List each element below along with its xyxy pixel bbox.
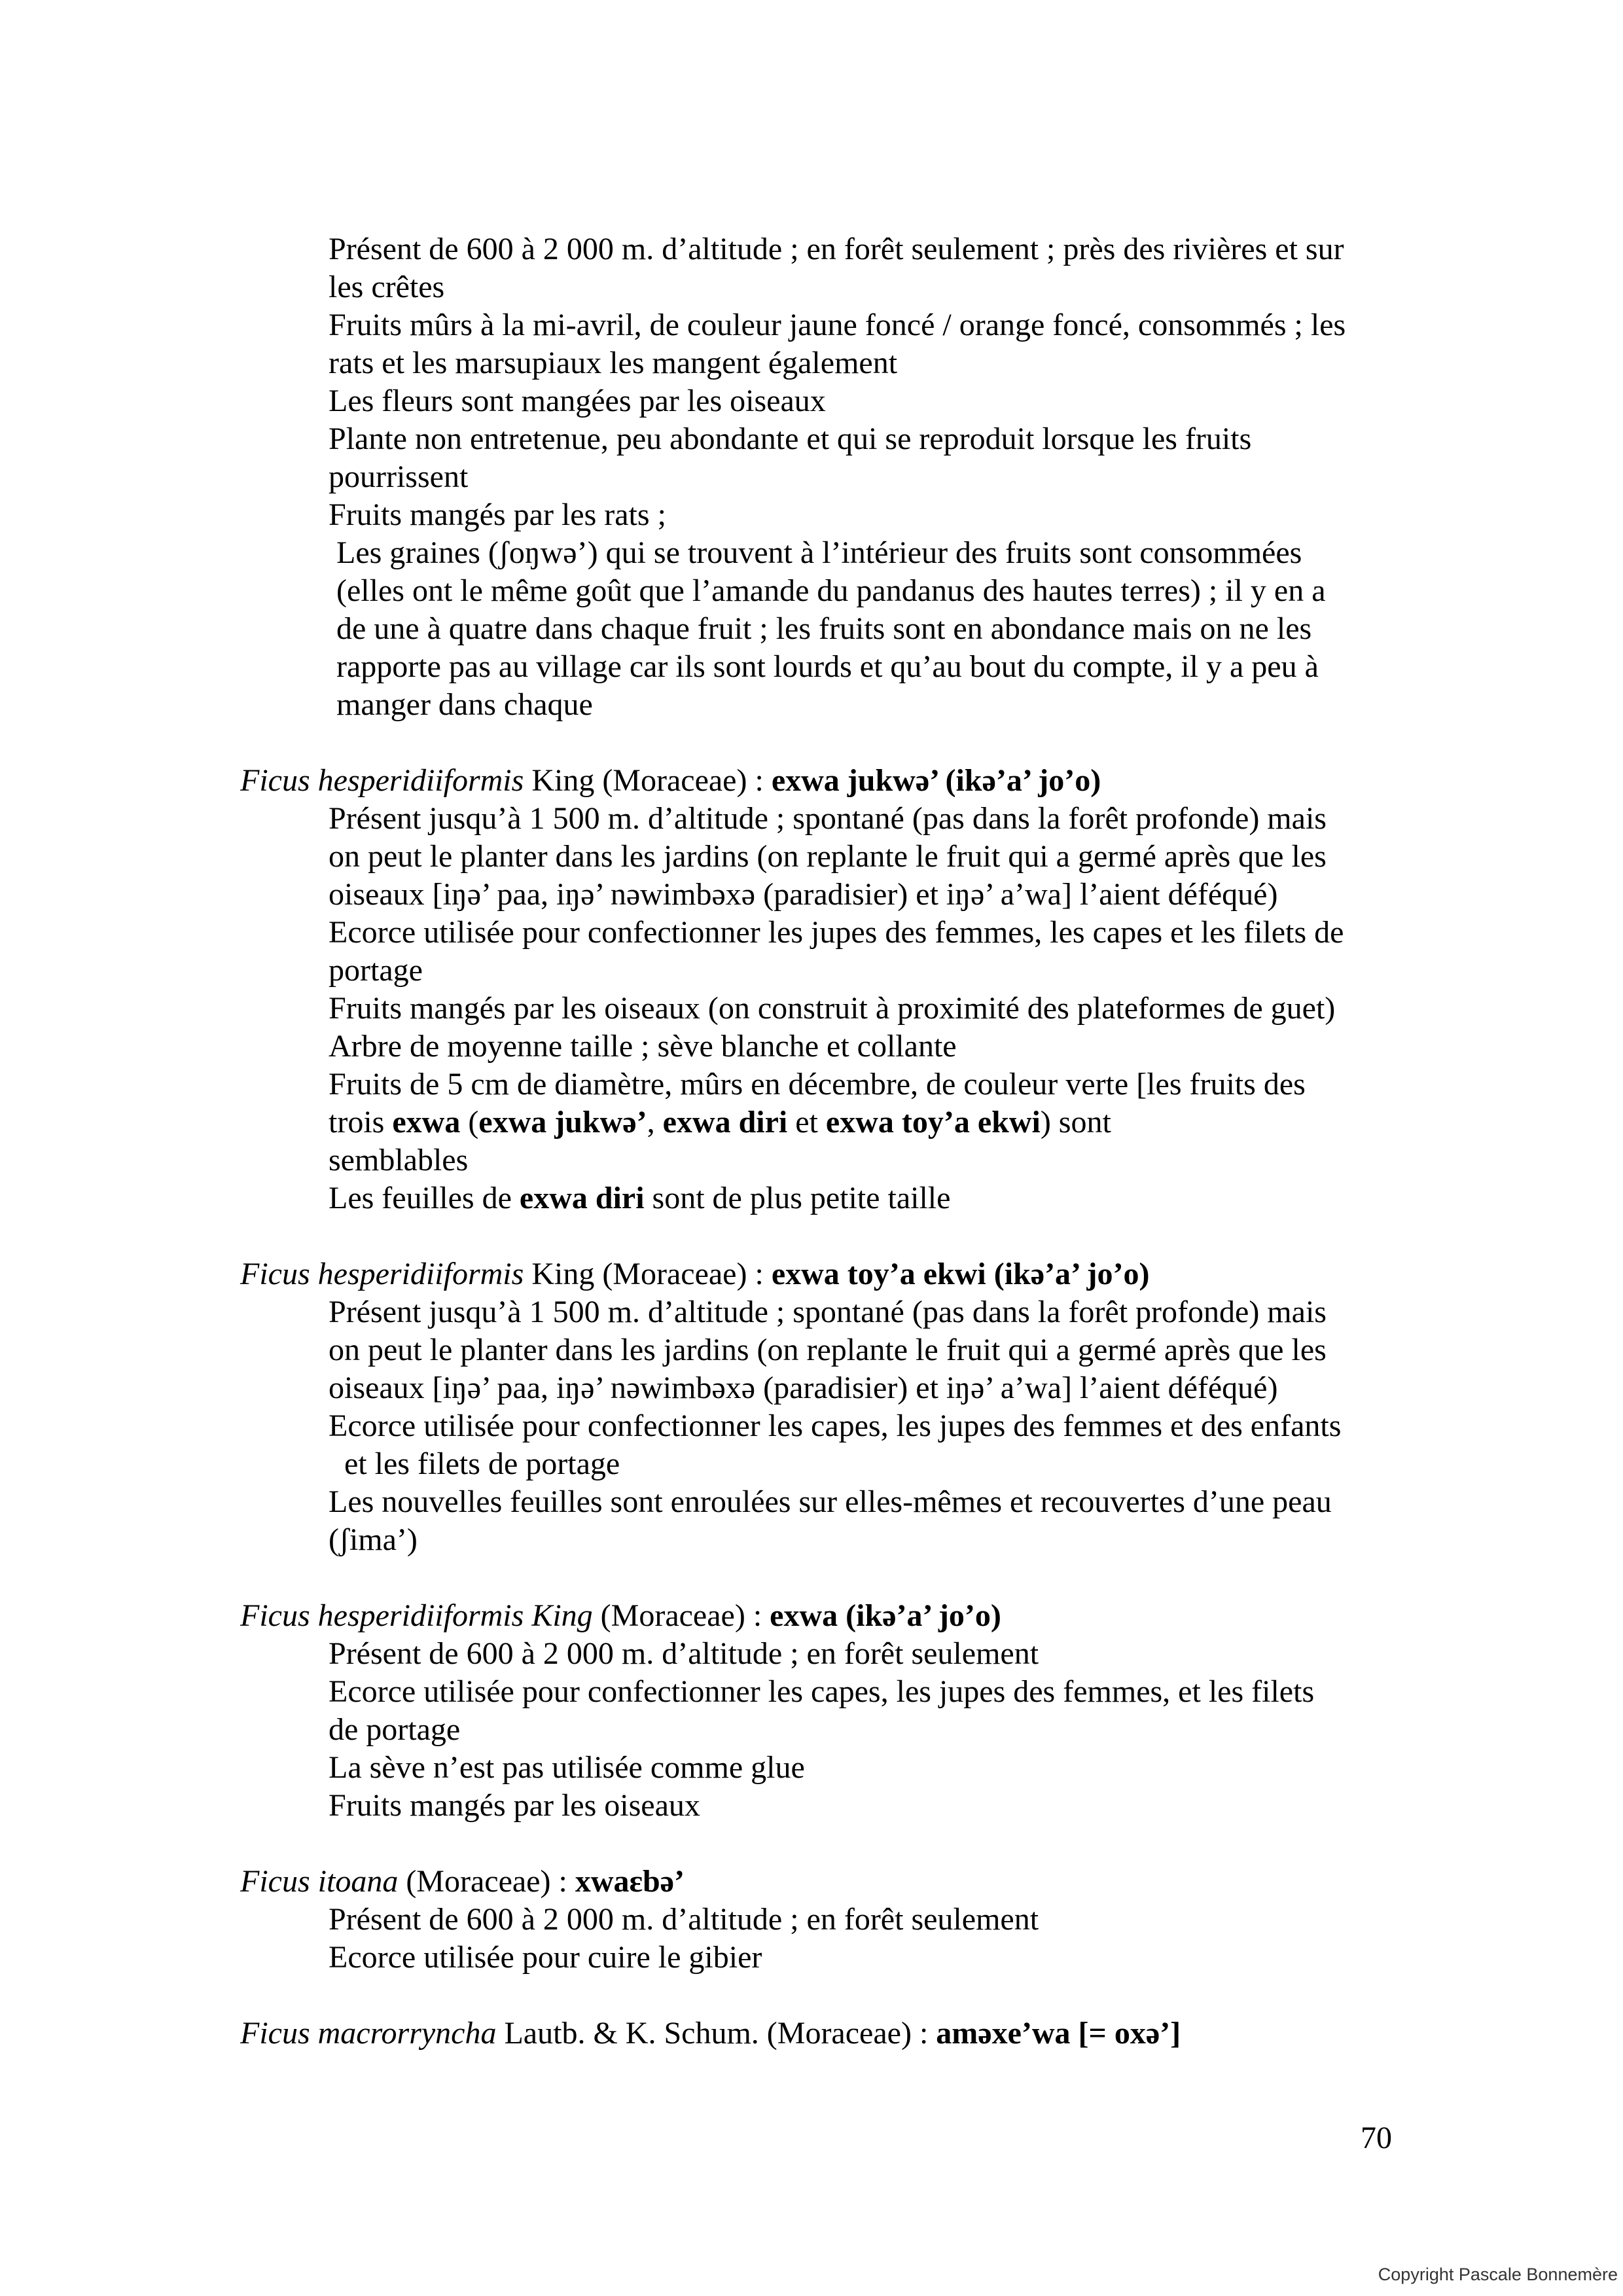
entry-line [329,990,1418,1028]
entry-line [329,1179,1418,1217]
entry-line [329,800,1418,838]
entry-heading [240,762,1418,800]
text-segment: exwa jukwə’ (ikə’a’ jo’o) [771,763,1101,798]
text-segment: semblables [329,1143,469,1177]
text-segment: King (Moraceae) : [524,1257,772,1291]
text-segment: trois [329,1105,393,1139]
entry-line [329,1787,1418,1825]
entry-line [329,230,1418,268]
entry-line [329,1407,1418,1445]
text-segment: Lautb. & K. Schum. (Moraceae) : [496,2016,936,2051]
text-segment: Ecorce utilisée pour confectionner les jupes des femmes, les capes et les filets de [329,915,1344,950]
text-segment: (elles ont le même goût que l’amande du pandanus des hautes terres) ; il y en a [329,573,1326,608]
text-segment: (Moraceae) : [398,1864,575,1899]
text-segment: Arbre de moyenne taille ; sève blanche et collante [329,1029,957,1064]
entry-line [329,1711,1418,1749]
text-segment: exwa jukwə’ [478,1105,647,1139]
text-segment: Fruits de 5 cm de diamètre, mûrs en décembre, de couleur verte [les fruits des [329,1067,1306,1102]
text-segment: Ecorce utilisée pour confectionner les capes, les jupes des femmes et des enfants [329,1408,1342,1443]
text-segment: Ficus hesperidiiformis [240,763,524,798]
text-segment: exwa toy’a ekwi [825,1105,1041,1139]
entry-line [329,306,1418,344]
text-segment: Ficus macrorryncha [240,2016,497,2051]
page-number: 70 [1361,2121,1392,2155]
entry-heading [240,1597,1418,1635]
entry-line [329,838,1418,876]
text-segment: rats et les marsupiaux les mangent également [329,346,898,380]
text-segment: Fruits mûrs à la mi-avril, de couleur jaune foncé / orange foncé, consommés ; les [329,308,1346,342]
text-segment: de une à quatre dans chaque fruit ; les fruits sont en abondance mais on ne les [329,611,1312,646]
text-segment: Fruits mangés par les oiseaux [329,1788,700,1823]
entry-line [329,1749,1418,1787]
text-segment: La sève n’est pas utilisée comme glue [329,1750,805,1785]
document-body [240,230,1418,2053]
entry-line [329,1445,1418,1483]
entry-line [329,572,1418,610]
entry-heading [240,1255,1418,1293]
text-segment: (ʃima’) [329,1522,418,1557]
text-segment: rapporte pas au village car ils sont lourds et qu’au bout du compte, il y a peu à [329,649,1319,684]
text-segment: Plante non entretenue, peu abondante et qui se reproduit lorsque les fruits [329,422,1252,456]
text-segment: Présent de 600 à 2 000 m. d’altitude ; en forêt seulement ; près des rivières et sur [329,232,1344,266]
entry-line [329,1293,1418,1331]
entry-block [240,2015,1418,2053]
text-segment: Les nouvelles feuilles sont enroulées sur elles-mêmes et recouvertes d’une peau [329,1484,1332,1519]
entry-heading [240,1863,1418,1901]
text-segment: exwa toy’a ekwi (ikə’a’ jo’o) [771,1257,1150,1291]
text-segment: on peut le planter dans les jardins (on replante le fruit qui a germé après que les [329,839,1327,874]
text-segment: Présent jusqu’à 1 500 m. d’altitude ; spontané (pas dans la forêt profonde) mais [329,1295,1327,1329]
text-segment: Fruits mangés par les oiseaux (on construit à proximité des plateformes de guet) [329,991,1336,1026]
text-segment: , [647,1105,663,1139]
entry-line [329,534,1418,572]
entry-line [329,1901,1418,1939]
text-segment: Ficus itoana [240,1864,399,1899]
text-segment: aməxe’wa [= oxə’] [936,2016,1181,2051]
text-segment: King (Moraceae) : [524,763,772,798]
text-segment: Les feuilles de [329,1181,520,1215]
text-segment: oiseaux [iŋə’ paa, iŋə’ nəwimbəxə (paradisier) et iŋə’ a’wa] l’aient déféqué) [329,1371,1278,1405]
entry-block [240,1863,1418,1977]
entry-line [329,1939,1418,1977]
entry-line [329,458,1418,496]
text-segment: (Moraceae) : [592,1598,770,1633]
text-segment: Ecorce utilisée pour cuire le gibier [329,1940,762,1975]
entry-line [329,876,1418,914]
entry-line [329,648,1418,686]
entry-line [329,344,1418,382]
entry-line [329,420,1418,458]
text-segment: sont de plus petite taille [644,1181,951,1215]
entry-line [329,610,1418,648]
text-segment: de portage [329,1712,461,1747]
text-segment: Ecorce utilisée pour confectionner les capes, les jupes des femmes, et les filets [329,1674,1315,1709]
copyright-notice: Copyright Pascale Bonnemère [1378,2265,1618,2284]
text-segment: exwa diri [662,1105,788,1139]
text-segment: exwa (ikə’a’ jo’o) [770,1598,1001,1633]
text-segment: Les fleurs sont mangées par les oiseaux [329,384,826,418]
text-segment: exwa [392,1105,461,1139]
entry-block [240,1255,1418,1559]
entry-line [329,1103,1418,1141]
entry-block [240,1597,1418,1825]
entry-block [240,230,1418,724]
entry-block [240,762,1418,1217]
text-segment: Ficus hesperidiiformis [240,1257,524,1291]
text-segment: et les filets de portage [329,1446,620,1481]
entry-line [329,1673,1418,1711]
entry-heading [240,2015,1418,2053]
entry-line [329,1141,1418,1179]
entry-line [329,496,1418,534]
text-segment: exwa diri [519,1181,645,1215]
text-segment: Ficus hesperidiiformis King [240,1598,593,1633]
text-segment: ) sont [1040,1105,1111,1139]
text-segment: manger dans chaque [329,687,593,722]
entry-line [329,382,1418,420]
entry-line [329,1369,1418,1407]
entry-line [329,686,1418,724]
text-segment: Présent de 600 à 2 000 m. d’altitude ; en forêt seulement [329,1902,1039,1937]
text-segment: pourrissent [329,459,469,494]
text-segment: Les graines (ʃoŋwə’) qui se trouvent à l’intérieur des fruits sont consommées [329,535,1302,570]
text-segment: Présent jusqu’à 1 500 m. d’altitude ; spontané (pas dans la forêt profonde) mais [329,801,1327,836]
entry-line [329,1635,1418,1673]
entry-line [329,1483,1418,1521]
entry-line [329,1066,1418,1103]
text-segment: oiseaux [iŋə’ paa, iŋə’ nəwimbəxə (paradisier) et iŋə’ a’wa] l’aient déféqué) [329,877,1278,912]
entry-line [329,1331,1418,1369]
entry-line [329,914,1418,952]
text-segment: xwaɛbə’ [575,1864,685,1899]
entry-line [329,952,1418,990]
entry-line [329,1521,1418,1559]
text-segment: et [787,1105,826,1139]
text-segment: ( [460,1105,479,1139]
text-segment: Présent de 600 à 2 000 m. d’altitude ; en forêt seulement [329,1636,1039,1671]
text-segment: les crêtes [329,270,445,304]
entry-line [329,1028,1418,1066]
text-segment: portage [329,953,423,988]
entry-line [329,268,1418,306]
text-segment: on peut le planter dans les jardins (on replante le fruit qui a germé après que les [329,1333,1327,1367]
text-segment: Fruits mangés par les rats ; [329,497,666,532]
